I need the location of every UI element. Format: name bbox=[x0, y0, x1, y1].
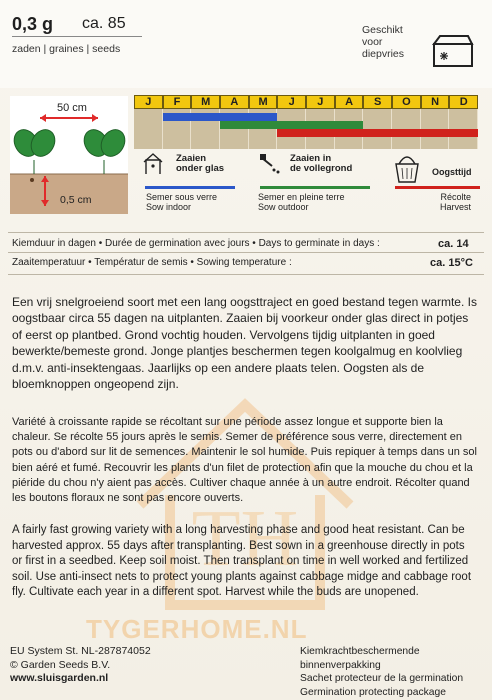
sow-outdoor-icon bbox=[258, 152, 284, 176]
legend-indoor-sub bbox=[146, 192, 217, 212]
footer-left bbox=[10, 645, 151, 686]
freezer-text-line: Geschikt bbox=[362, 24, 403, 36]
month-label: A bbox=[220, 95, 249, 109]
divider bbox=[8, 252, 484, 253]
month-label: J bbox=[277, 95, 306, 109]
legend-indoor-nl: Zaaien bbox=[176, 153, 207, 164]
description-nl: Een vrij snelgroeiend soort met een lang oogsttraject en goed bestand tegen warmte. Is oogstbaar circa 55 dagen na uitplanten. Zaaien bij voorkeur onder glas direct in potjes of eerst op plantbed. Grond vochtig houden. Vervolgens tijdig uitplanten in goed bewerkte/bemeste grond. Jonge plantjes beschermen tegen koolgalmug en koolvlieg d.m.v. anti-insektengaas. Jaarlijks op een andere plaats telen. Oogsten als de bloemknoppen ongeopend zijn. bbox=[12, 295, 477, 392]
legend-indoor-en: Sow indoor bbox=[146, 202, 192, 212]
legend-indoor-nl-2: onder glas bbox=[176, 163, 225, 174]
legend-harvest-nl: Oogsttijd bbox=[432, 167, 472, 177]
harvest-basket-icon bbox=[390, 150, 424, 184]
footer-package-nl: Kiemkrachtbeschermende binnenverpakking bbox=[300, 646, 420, 671]
legend-harvest-sub bbox=[440, 192, 471, 212]
temperature-value: ca. 15°C bbox=[430, 257, 473, 269]
divider bbox=[8, 232, 484, 233]
description-fr: Variété à croissante rapide se récoltant sur une période assez longue et supporte bien la chaleur. Se récolte 55 jours après le semis. Semer de préférence sous verre, directement en pots ou d'abord sur lit de semences. Maintenir le sol humide. Puis repiquer à temps dans un sol bien aéré et fumé. Recouvrir les plants d'un filet de protection afin que la mouche du chou et la piéride du chou n'y aient pas accès. Cultiver chaque année à un autre endroit. Récolter quand les boutons floraux ne sont pas encore ouverts. bbox=[12, 416, 477, 505]
germination-value: ca. 14 bbox=[438, 238, 469, 250]
sowing-calendar bbox=[134, 95, 478, 149]
footer-package-en: Germination protecting package bbox=[300, 686, 446, 698]
calendar-bar-harvest bbox=[277, 129, 478, 137]
month-label: N bbox=[421, 95, 450, 109]
month-row bbox=[134, 95, 478, 109]
calendar-cell bbox=[134, 109, 163, 149]
month-label: F bbox=[163, 95, 192, 109]
legend-outdoor-line bbox=[260, 186, 370, 189]
germination-label: Kiemduur in dagen • Durée de germination avec jours • Days to germinate in days : bbox=[12, 238, 380, 249]
calendar-bar-sow-indoor bbox=[163, 113, 278, 121]
legend-harvest-en: Harvest bbox=[440, 202, 472, 212]
legend-indoor-line bbox=[145, 186, 235, 189]
freezer-text-line: diepvries bbox=[362, 48, 405, 60]
month-label: M bbox=[191, 95, 220, 109]
footer-eu-system: EU System St. NL-287874052 bbox=[10, 645, 151, 657]
legend-outdoor-fr: Semer en pleine terre bbox=[258, 192, 345, 202]
month-label: S bbox=[363, 95, 392, 109]
legend-outdoor-en: Sow outdoor bbox=[258, 202, 309, 212]
legend-outdoor bbox=[290, 154, 352, 174]
watermark-text: TYGERHOME.NL bbox=[86, 614, 308, 644]
temperature-label: Zaaitemperatuur • Températur de semis • Sowing temperature : bbox=[12, 257, 292, 268]
legend-outdoor-nl-2: de vollegrond bbox=[290, 163, 353, 174]
freezer-icon bbox=[430, 30, 476, 70]
seed-units: zaden | graines | seeds bbox=[12, 43, 121, 55]
legend-harvest-fr: Récolte bbox=[440, 192, 472, 202]
calendar-bar-sow-outdoor bbox=[220, 121, 363, 129]
sow-indoor-icon bbox=[140, 152, 166, 176]
depth-label: 0,5 cm bbox=[60, 194, 92, 206]
month-label: J bbox=[134, 95, 163, 109]
month-label: J bbox=[306, 95, 335, 109]
month-label: D bbox=[449, 95, 478, 109]
header-divider bbox=[12, 36, 142, 37]
footer-right bbox=[300, 645, 492, 699]
divider bbox=[8, 274, 484, 275]
legend-outdoor-nl: Zaaien in bbox=[290, 153, 332, 164]
legend-indoor bbox=[176, 154, 224, 174]
description-en: A fairly fast growing variety with a long harvesting phase and good heat resistant. Can be harvested approx. 55 days after transplanting. Best sown in a greenhouse directly in pots or first in a seedbed. Keep soil moist. Then transplant on time in well worked and fertilized soil. Use anti-insect nets to protect young plants against cabbage midge and cabbage root fly. Cultivate each year in a different spot. Harvest while the buds are unopened. bbox=[12, 524, 472, 599]
legend-outdoor-sub bbox=[258, 192, 345, 212]
month-label: M bbox=[249, 95, 278, 109]
seed-count: ca. 85 bbox=[82, 15, 126, 32]
spacing-label: 50 cm bbox=[57, 102, 87, 114]
svg-text:TH: TH bbox=[191, 495, 299, 583]
footer-copyright: © Garden Seeds B.V. bbox=[10, 658, 111, 671]
footer-package-fr: Sachet protecteur de la germination bbox=[300, 673, 464, 684]
legend-harvest-line bbox=[395, 186, 480, 189]
legend-indoor-fr: Semer sous verre bbox=[146, 192, 218, 202]
seed-weight: 0,3 g bbox=[12, 14, 54, 34]
freezer-text-line: voor bbox=[362, 36, 383, 48]
calendar-grid bbox=[134, 109, 478, 149]
freezer-text bbox=[362, 24, 404, 60]
footer-website-link[interactable]: www.sluisgarden.nl bbox=[10, 672, 109, 684]
month-label: O bbox=[392, 95, 421, 109]
month-label: A bbox=[335, 95, 364, 109]
